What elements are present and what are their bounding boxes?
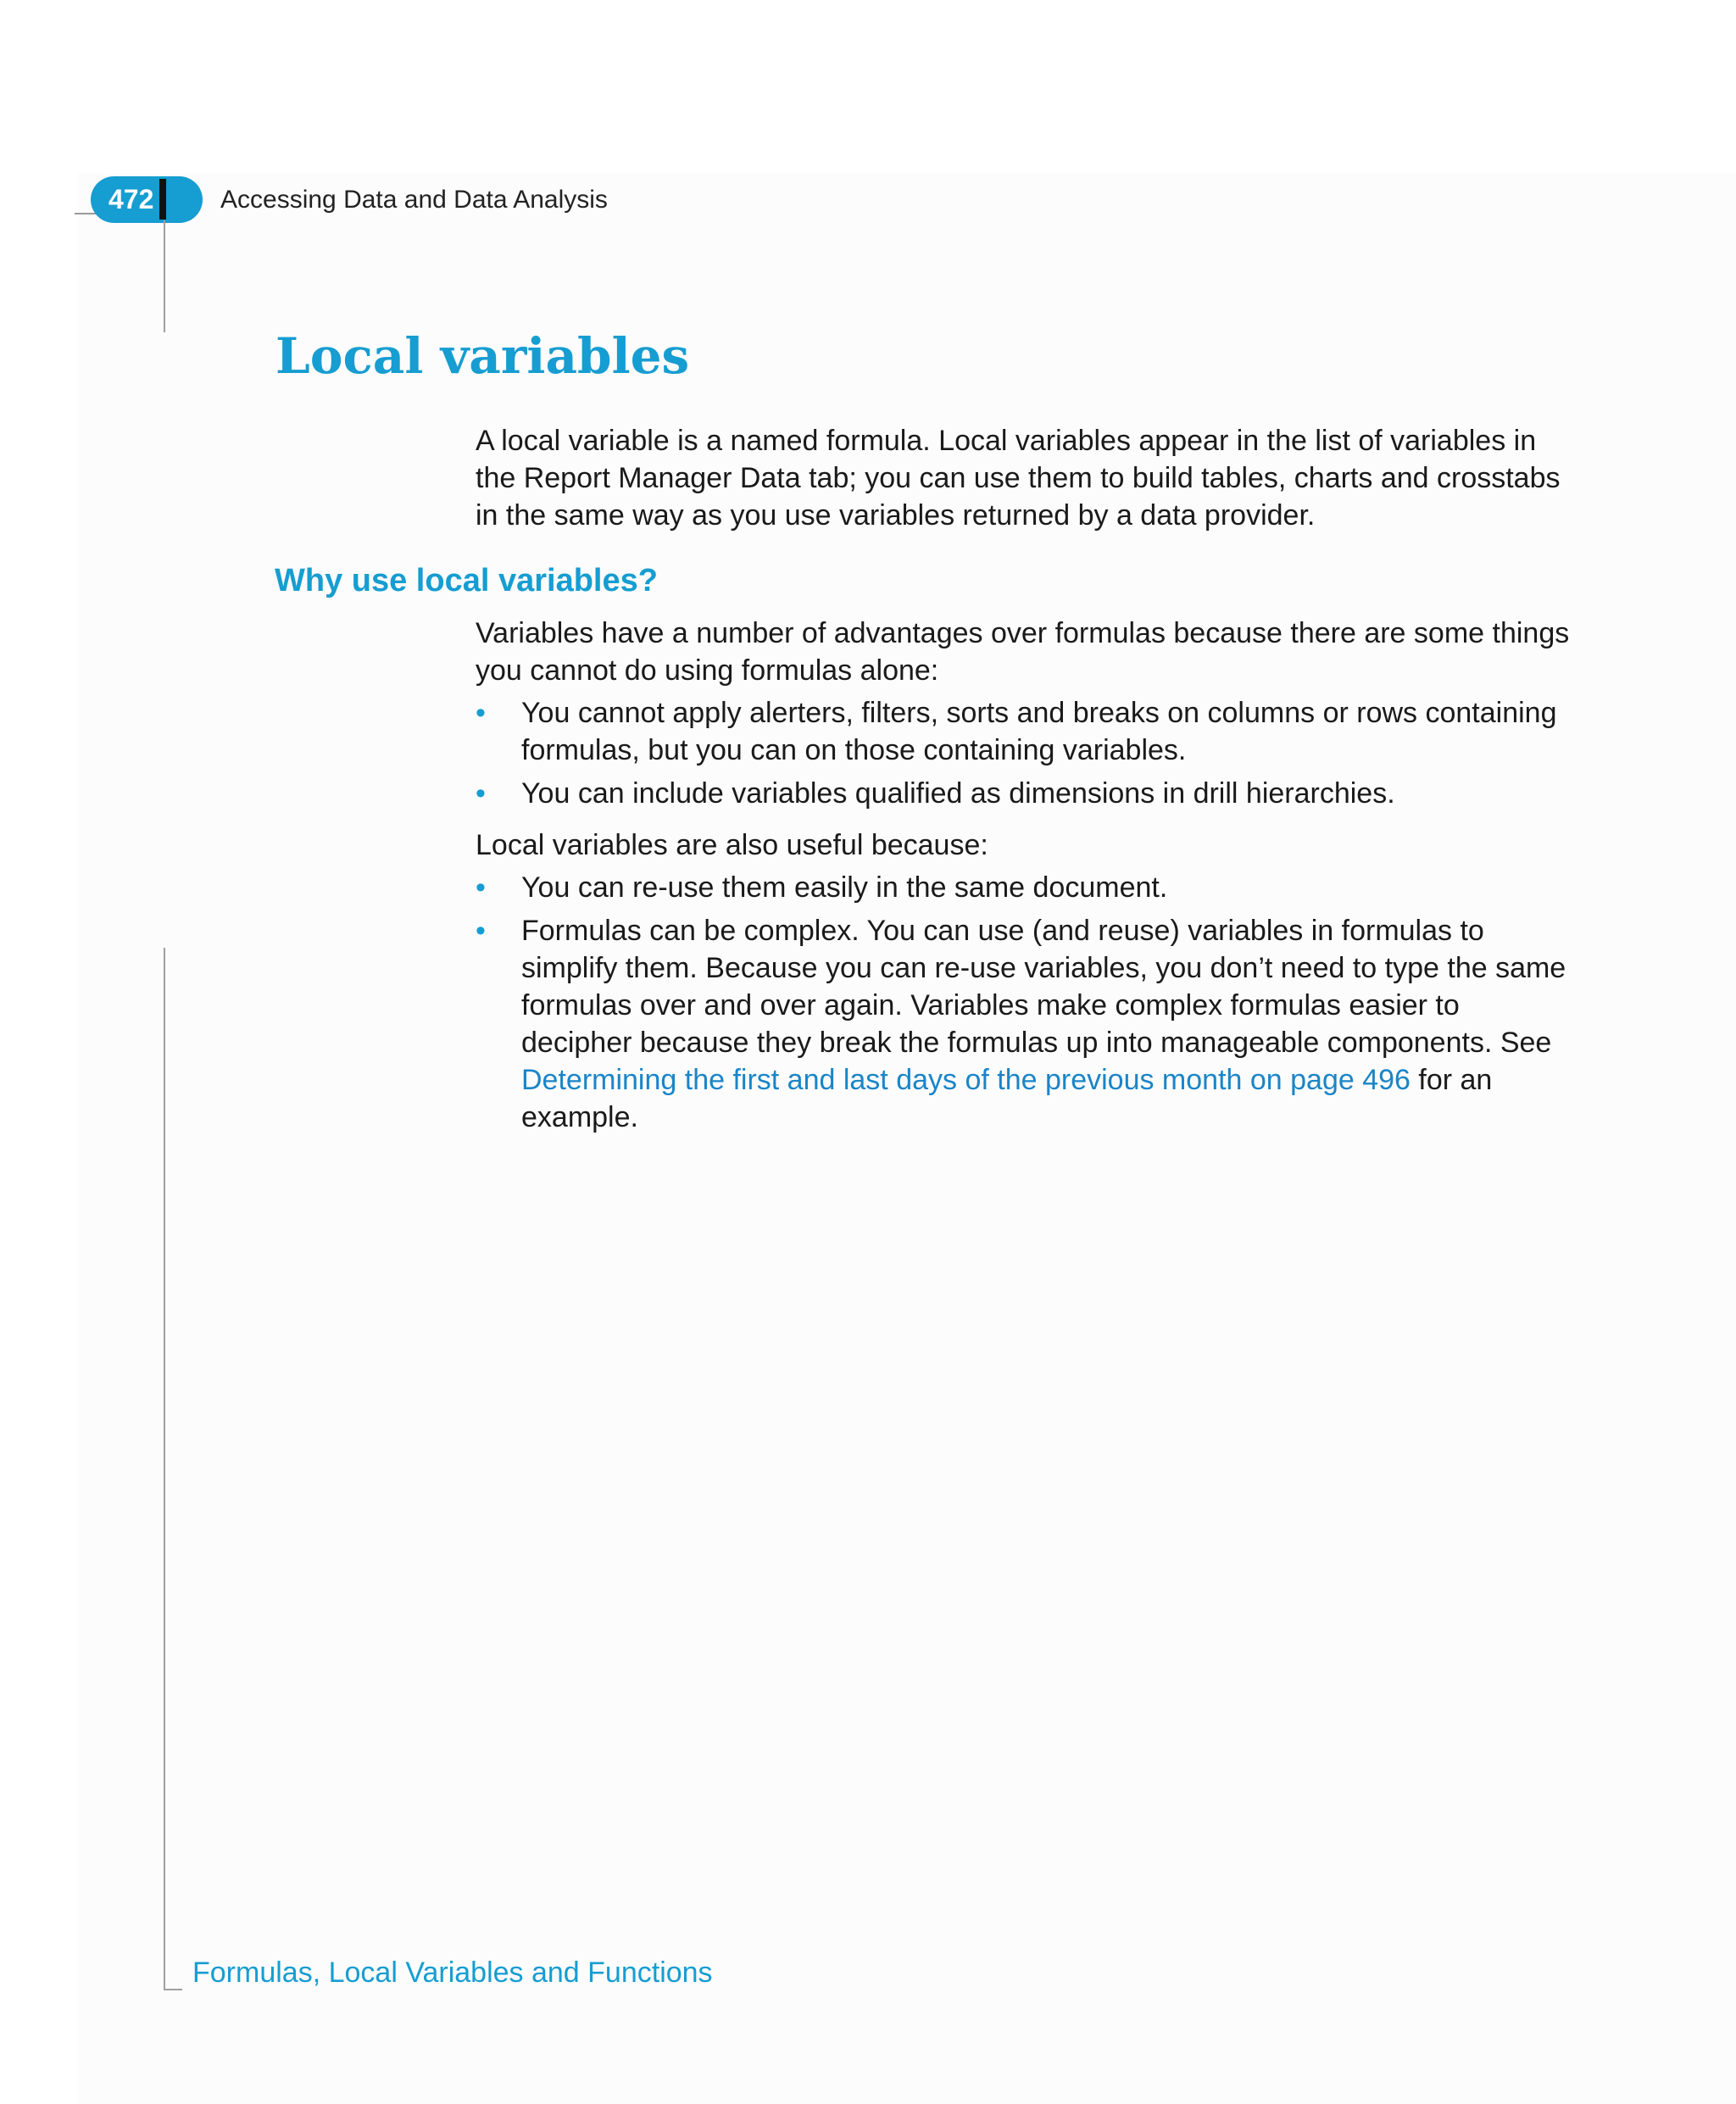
- footer-rule: [164, 1989, 182, 1990]
- footer-section-title: Formulas, Local Variables and Functions: [192, 1956, 713, 1989]
- list-item-text-end: for an example.: [521, 1064, 1493, 1133]
- bullet-icon: •: [476, 915, 486, 947]
- advantages-list: [476, 694, 1577, 818]
- list-item: [476, 912, 1577, 1136]
- margin-rule-top: [164, 220, 165, 332]
- section-heading: Why use local variables?: [275, 563, 658, 598]
- advantages-intro: Variables have a number of advantages over formulas because there are some things you cannot do using formulas alone:: [476, 617, 1570, 687]
- margin-rule-bottom: [164, 948, 165, 1990]
- list-item: [476, 869, 1577, 906]
- list-item-text: Formulas can be complex. You can use (and reuse) variables in formulas to simplify them. Because you can re-use variables, you don’t need to type the same formulas over and over again. Variables make complex formulas easier to decipher because they break the formulas up into manageable components. See: [521, 915, 1566, 1059]
- useful-intro: Local variables are also useful because:: [476, 829, 988, 861]
- page-badge-bar: [159, 179, 166, 220]
- list-item-text: You can include variables qualified as dimensions in drill hierarchies.: [521, 777, 1395, 810]
- list-item: [476, 694, 1577, 769]
- list-item-text: You can re-use them easily in the same document.: [521, 871, 1168, 904]
- useful-list: [476, 869, 1577, 1142]
- page-title: Local variables: [275, 327, 690, 385]
- list-item-text: You cannot apply alerters, filters, sorts and breaks on columns or rows containing formulas, but you can on those containing variables.: [521, 697, 1557, 766]
- bullet-icon: •: [476, 871, 486, 904]
- running-title: Accessing Data and Data Analysis: [220, 186, 608, 214]
- page-number: 472: [108, 184, 154, 214]
- intro-paragraph: A local variable is a named formula. Local variables appear in the list of variables in the Report Manager Data tab; you can use them to build tables, charts and crosstabs in the same way as you use variables returned by a data provider.: [476, 425, 1561, 532]
- cross-reference-link[interactable]: Determining the first and last days of the previous month on page 496: [521, 1064, 1410, 1096]
- bullet-icon: •: [476, 777, 486, 810]
- list-item: [476, 775, 1577, 812]
- bullet-icon: •: [476, 697, 486, 729]
